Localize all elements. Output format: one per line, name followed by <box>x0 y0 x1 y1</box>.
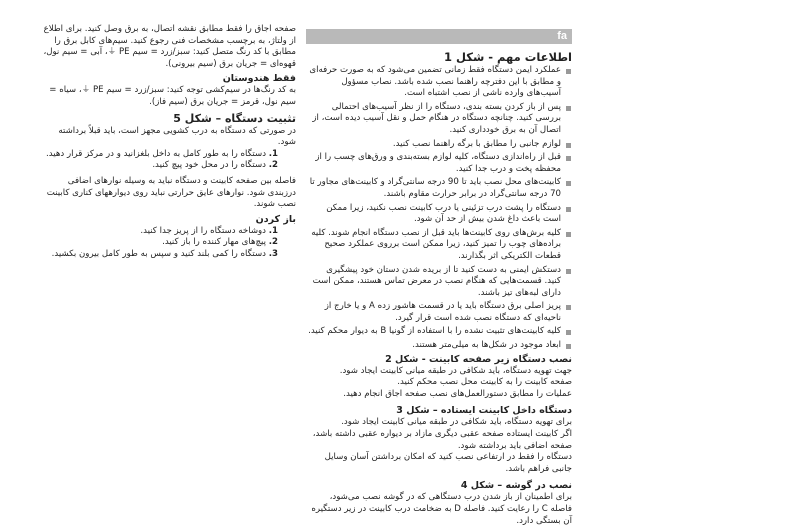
step-text: پیچ‌های مهار کننده را باز کنید. <box>162 237 267 248</box>
right-column <box>308 50 572 527</box>
step-number: 2. <box>268 160 278 171</box>
bullet-item: کلیه کابینت‌های تثبیت نشده را با استفاده از گونیا B به دیوار محکم کنید. <box>308 326 572 338</box>
section3-line: اگر کابینت ایستاده صفحه عقبی دیگری مازاد بر دیواره عقبی داشته باشد، صفحه اضافی باید برداشته شود. <box>312 429 572 451</box>
step-number: 2. <box>268 237 278 248</box>
safety-bullets <box>308 65 572 352</box>
step <box>38 226 278 238</box>
language-code: fa <box>557 30 567 42</box>
india-heading: فقط هندوستان <box>222 73 296 85</box>
section4-text: برای اطمینان از باز شدن درب دستگاهی که در گوشه نصب می‌شود، فاصله C را رعایت کنید. فاصله D به ضخامت درب کابینت در زیر دستگیره آن بستگی دارد. <box>311 492 572 526</box>
bullet-item: دستگاه را پشت درب تزئینی یا درب کابینت نصب نکنید، زیرا ممکن است باعث داغ شدن بیش از حد آن شود. <box>308 203 572 226</box>
bullet-item: کلیه برش‌های روی کابینت‌ها باید قبل از نصب دستگاه انجام شوند. کلیه براده‌های چوب را تمیز کنید، زیرا ممکن است برروی عملکرد صحیح قطعات الکتریکی اثر بگذارند. <box>308 228 572 263</box>
language-tab-bar <box>306 29 572 44</box>
left-column <box>38 24 296 261</box>
remove-heading: باز کردن <box>255 213 296 225</box>
section2-line: صفحه کابینت را به کابینت محل نصب محکم کنید. <box>397 377 572 388</box>
bullet-item: قبل از راه‌اندازی دستگاه، کلیه لوازم بسته‌بندی و ورق‌های چسب را از محفظه پخت و درب جدا کنید. <box>308 152 572 175</box>
step <box>38 160 278 172</box>
step-text: دستگاه را در محل خود پیچ کنید. <box>152 160 267 171</box>
step <box>38 149 278 161</box>
step <box>38 249 278 261</box>
section2-line: عملیات را مطابق دستورالعمل‌های نصب صفحه اجاق انجام دهید. <box>343 388 572 399</box>
section3-heading: دستگاه داخل کابینت ایستاده – شکل 3 <box>396 405 572 417</box>
step-number: 1. <box>268 148 278 159</box>
step-text: دستگاه را کمی بلند کنید و سپس به طور کامل بیرون بکشید. <box>51 248 267 259</box>
section2-line: جهت تهویه دستگاه، باید شکافی در طبقه میانی کابینت ایجاد شود. <box>339 365 572 376</box>
step-number: 1. <box>268 225 278 236</box>
bullet-item: عملکرد ایمن دستگاه فقط زمانی تضمین می‌شود که به صورت حرفه‌ای و مطابق با این دفترچه راهنما نصب شده باشد. نصاب مسؤول آسیب‌های وارده ناشی از نصب اشتباه است. <box>308 65 572 100</box>
fix-heading: تثبیت دستگاه – شکل 5 <box>173 111 296 125</box>
bullet-item: پریز اصلی برق دستگاه باید یا در قسمت هاشور زده A و یا خارج از ناحیه‌ای که دستگاه نصب شده است قرار گیرد. <box>308 301 572 324</box>
bullet-item: دستکش ایمنی به دست کنید تا از بریده شدن دستان خود پیشگیری کنید. قسمت‌هایی که هنگام نصب در معرض تماس هستند، ممکن است دارای لبه‌های تیز باشند. <box>308 265 572 300</box>
gap-text: فاصله بین صفحه کابینت و دستگاه نباید به وسیله نوارهای اضافی درزبندی شود. نوارهای عایق حرارتی نباید روی دیوارههای کناری کابینت نصب شوند. <box>46 175 296 210</box>
bullet-item: لوازم جانبی را مطابق با برگه راهنما نصب کنید. <box>308 139 572 151</box>
section3-line: دستگاه را فقط در ارتفاعی نصب کنید که امکان برداشتن آسان وسایل جانبی فراهم باشد. <box>324 452 572 474</box>
step-text: دوشاخه دستگاه را از پریز جدا کنید. <box>140 225 267 236</box>
step-text: دستگاه را به طور کامل به داخل بلغزانید و در مرکز قرار دهید. <box>46 148 267 159</box>
india-text: به کد رنگ‌ها در سیم‌کشی توجه کنید: سبز/زرد = سیم PE ⏚، سیاه = سیم نول، قرمز = جریان برق (سیم فاز). <box>49 85 296 107</box>
section3-line: برای تهویه دستگاه، باید شکافی در طبقه میانی کابینت ایجاد شود. <box>341 417 572 428</box>
section2-heading: نصب دستگاه زیر صفحه کابینت - شکل 2 <box>385 353 572 365</box>
step-number: 3. <box>268 248 278 259</box>
connection-text: صفحه اجاق را فقط مطابق نقشه اتصال، به برق وصل کنید. برای اطلاع از ولتاژ، به برچسب مشخصات فنی رجوع کنید. سیم‌های کابل برق را مطابق با کد رنگ متصل کنید: سبز/زرد = سیم PE ⏚، آبی = سیم نول، قهوه‌ای = جریان برق (سیم بیرونی). <box>43 24 296 69</box>
fix-steps <box>38 149 296 172</box>
bullet-item: پس از باز کردن بسته بندی، دستگاه را از نظر آسیب‌های احتمالی بررسی کنید. چنانچه دستگاه در هنگام حمل و نقل آسیب دیده است، از اتصال آن به برق خودداری کنید. <box>308 102 572 137</box>
remove-steps <box>38 226 296 261</box>
important-info-heading: اطلاعات مهم - شکل 1 <box>443 50 572 64</box>
section4-heading: نصب در گوشه – شکل 4 <box>460 480 572 492</box>
step <box>38 237 278 249</box>
bullet-item: ابعاد موجود در شکل‌ها به میلی‌متر هستند. <box>308 340 572 352</box>
bullet-item: کابینت‌های محل نصب باید تا 90 درجه سانتی‌گراد و کابینت‌های مجاور تا 70 درجه سانتی‌گراد در برابر حرارت مقاوم باشند. <box>308 177 572 200</box>
fix-intro: در صورتی که دستگاه به درب کشویی مجهز است، باید قبلاً برداشته شود. <box>58 125 296 148</box>
